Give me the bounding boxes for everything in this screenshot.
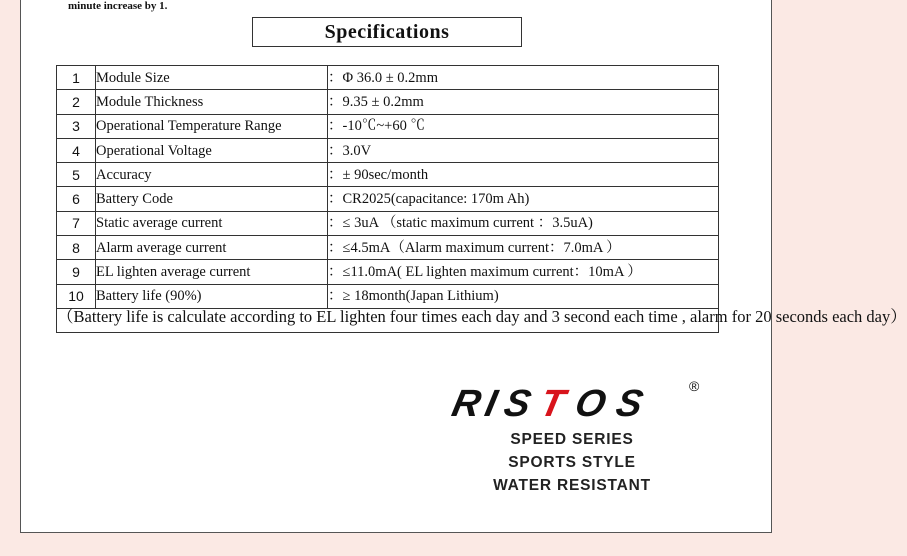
spec-value: ：≤11.0mA( EL lighten maximum current：10mA ） [328, 260, 719, 284]
svg-text:S: S [500, 382, 535, 425]
spec-value: ：Φ 36.0 ± 0.2mm [328, 66, 719, 90]
spec-value: ：≤ 3uA （static maximum current ：3.5uA) [328, 211, 719, 235]
spec-value: ：9.35 ± 0.2mm [328, 90, 719, 114]
spec-sheet [20, 0, 907, 533]
row-number: 3 [57, 114, 96, 138]
spec-value: ：≤4.5mA（Alarm maximum current：7.0mA ） [328, 236, 719, 260]
row-number: 7 [57, 211, 96, 235]
row-number: 9 [57, 260, 96, 284]
table-row [57, 187, 719, 211]
spec-name: Alarm average current [96, 236, 328, 260]
table-row [57, 66, 719, 90]
table-row [57, 211, 719, 235]
svg-text:O: O [571, 382, 610, 425]
ristos-logo [447, 375, 707, 425]
row-number: 8 [57, 236, 96, 260]
row-number: 1 [57, 66, 96, 90]
table-row [57, 138, 719, 162]
spec-name: Module Size [96, 66, 328, 90]
table-row [57, 284, 719, 308]
row-number: 5 [57, 163, 96, 187]
svg-text:S: S [612, 382, 647, 425]
spec-name: Battery life (90%) [96, 284, 328, 308]
row-number: 2 [57, 90, 96, 114]
spec-name: Battery Code [96, 187, 328, 211]
spec-name: EL lighten average current [96, 260, 328, 284]
tagline-water-resistant: WATER RESISTANT [493, 477, 651, 494]
row-number: 4 [57, 138, 96, 162]
spec-name: Module Thickness [96, 90, 328, 114]
spec-value: ：CR2025(capacitance: 170m Ah) [328, 187, 719, 211]
spec-name: Operational Voltage [96, 138, 328, 162]
spec-name: Operational Temperature Range [96, 114, 328, 138]
spec-value: ：≥ 18month(Japan Lithium) [328, 284, 719, 308]
table-footnote-row [57, 308, 719, 332]
tagline-sports-style: SPORTS STYLE [508, 454, 636, 471]
svg-text:I: I [481, 382, 501, 425]
spec-name: Static average current [96, 211, 328, 235]
tagline-speed-series: SPEED SERIES [510, 431, 634, 448]
top-note: minute increase by 1. [68, 0, 168, 12]
table-row [57, 114, 719, 138]
svg-text:R: R [448, 382, 485, 425]
spec-name: Accuracy [96, 163, 328, 187]
registered-mark: ® [689, 378, 700, 394]
battery-life-footnote: （Battery life is calculate according to EL lighten four times each day and 3 second each time , alarm for 20 seconds each day） [57, 308, 719, 332]
row-number: 6 [57, 187, 96, 211]
specifications-title: Specifications [252, 17, 522, 47]
table-row [57, 163, 719, 187]
table-row [57, 90, 719, 114]
spec-value: ：-10℃~+60 ℃ [328, 114, 719, 138]
svg-text:T: T [536, 382, 569, 425]
table-row [57, 236, 719, 260]
row-number: 10 [57, 284, 96, 308]
specifications-table [56, 65, 907, 333]
table-row [57, 260, 719, 284]
spec-value: ：3.0V [328, 138, 719, 162]
spec-value: ：± 90sec/month [328, 163, 719, 187]
